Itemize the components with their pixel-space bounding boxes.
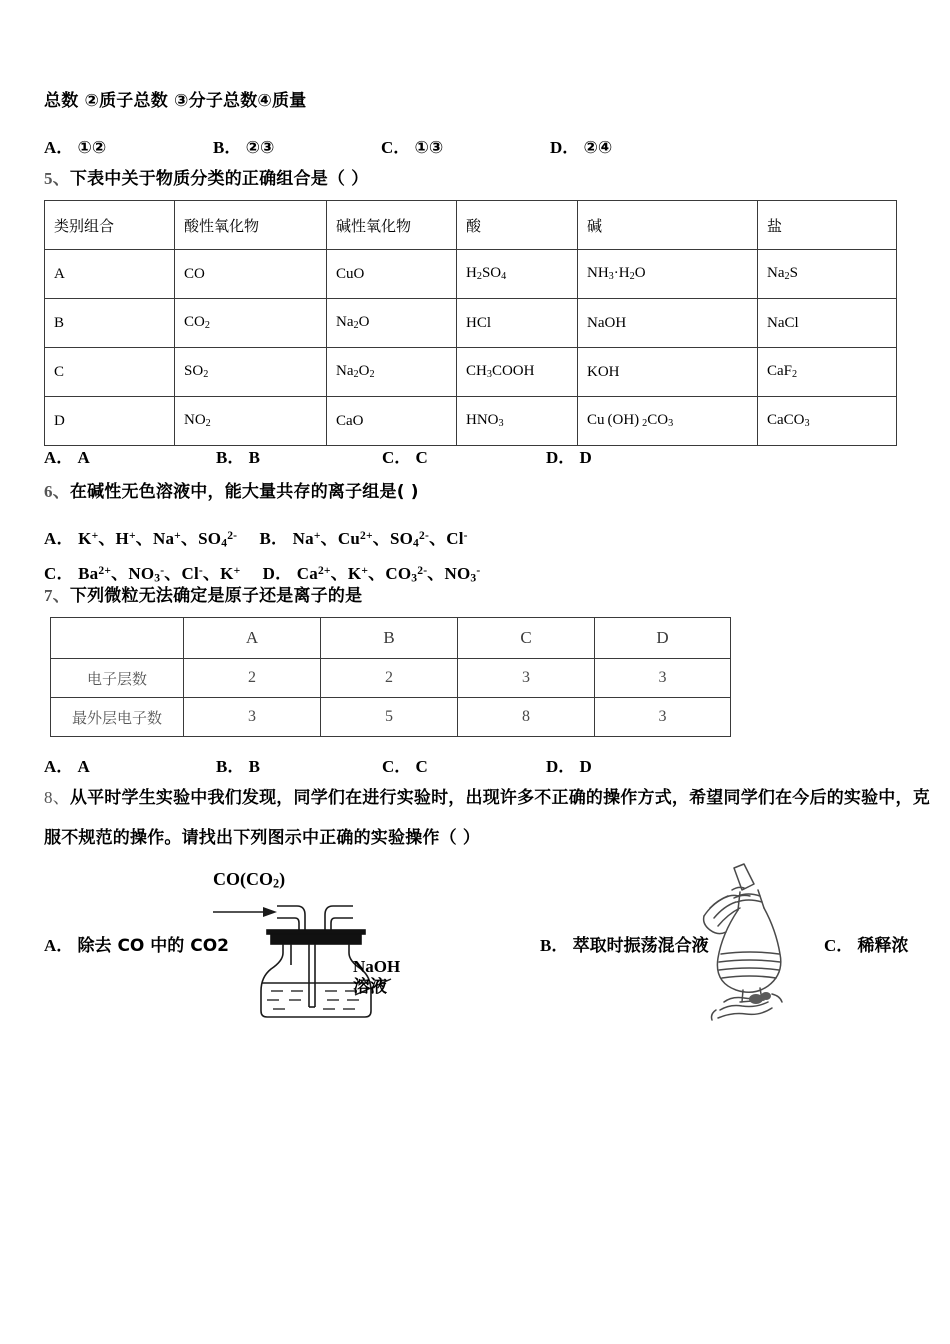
q7-stem	[44, 585, 362, 607]
q4-option-a-key: A．	[44, 138, 74, 157]
cell-basic-oxide-a: CuO	[327, 250, 457, 299]
q4-option-b[interactable]	[213, 133, 274, 158]
th-base: 碱	[578, 201, 758, 250]
q8-option-a-key: A．	[44, 936, 74, 955]
q5-option-d[interactable]	[546, 443, 592, 468]
q7-option-c-text: C	[415, 757, 428, 776]
cell-salt-d: CaCO$_3$	[758, 397, 897, 446]
q5-option-c-key: C．	[382, 448, 412, 467]
q7-option-c[interactable]	[382, 752, 428, 777]
cell-outer-d: 3	[595, 698, 731, 737]
q4-option-b-key: B．	[213, 138, 242, 157]
q8-option-b-key: B．	[540, 936, 569, 955]
q4-option-b-text: ②③	[245, 138, 275, 158]
table-row	[45, 299, 897, 348]
q8-stem-line-2: 服不规范的操作。请找出下列图示中正确的实验操作（ ）	[44, 828, 481, 848]
q7-option-c-key: C．	[382, 757, 412, 776]
q8-option-b[interactable]	[540, 931, 709, 956]
q8-option-b-text: 萃取时振荡混合液	[572, 936, 709, 956]
cell-base-d: Cu (OH) $_2CO_3$	[578, 397, 758, 446]
q5-option-b-key: B．	[216, 448, 245, 467]
q7-option-b-key: B．	[216, 757, 245, 776]
q5-option-d-text: D	[579, 448, 592, 467]
cell-salt-a: $Na_2S$	[758, 250, 897, 299]
q4-option-a[interactable]	[44, 133, 106, 158]
cell-key-b: B	[45, 299, 175, 348]
q7-option-a-key: A．	[44, 757, 74, 776]
q7-option-a[interactable]	[44, 752, 90, 777]
gas-washing-bottle-icon	[205, 875, 430, 1020]
q5-option-d-key: D．	[546, 448, 576, 467]
q8-option-a[interactable]	[44, 931, 229, 956]
q7-number: 7、	[44, 586, 70, 605]
cell-key-a: A	[45, 250, 175, 299]
q8-option-a-text: 除去 CO 中的 CO2	[77, 936, 229, 956]
cell-acidic-oxide-a: CO	[175, 250, 327, 299]
q7-option-a-text: A	[77, 757, 90, 776]
cell-outer-c: 8	[458, 698, 595, 737]
cell-shell-a: 2	[184, 659, 321, 698]
q8-option-c[interactable]	[824, 931, 909, 956]
cell-basic-oxide-c: $Na_2O_2$	[327, 348, 457, 397]
cell-acid-d: $HNO_3$	[457, 397, 578, 446]
cell-shell-c: 3	[458, 659, 595, 698]
table-row-header	[51, 618, 731, 659]
row-label-shell-count: 电子层数	[51, 659, 184, 698]
table-row	[51, 659, 731, 698]
cell-salt-b: NaCl	[758, 299, 897, 348]
cell-acid-c: $CH_3COOH$	[457, 348, 578, 397]
row-label-outer-electrons: 最外层电子数	[51, 698, 184, 737]
q5-option-a[interactable]	[44, 443, 90, 468]
figure-a-inlet-label: $CO(CO_2)$	[213, 869, 286, 891]
th-col-d: D	[595, 618, 731, 659]
table-row	[45, 250, 897, 299]
q5-option-c[interactable]	[382, 443, 428, 468]
q6-stem	[44, 481, 419, 503]
q8-stem-line-1-text: 从平时学生实验中我们发现，同学们在进行实验时，出现许多不正确的操作方式，希望同学们在今后的实验中，克	[69, 788, 930, 808]
q7-option-d-key: D．	[546, 757, 576, 776]
q6-option-b-key: B．	[259, 529, 289, 549]
q7-particles-table	[50, 617, 731, 737]
cell-outer-a: 3	[184, 698, 321, 737]
q6-number: 6、	[44, 482, 70, 501]
cell-key-d: D	[45, 397, 175, 446]
q4-option-c-key: C．	[381, 138, 411, 157]
cell-acidic-oxide-c: $SO_2$	[175, 348, 327, 397]
q4-option-d[interactable]	[550, 133, 612, 158]
q5-number: 5、	[44, 169, 70, 188]
th-acid: 酸	[457, 201, 578, 250]
q7-option-b-text: B	[248, 757, 260, 776]
cell-base-c: KOH	[578, 348, 758, 397]
figure-gas-washing-bottle	[205, 869, 430, 1020]
q8-option-c-key: C．	[824, 936, 854, 955]
figure-a-reagent-formula: NaOH	[353, 957, 401, 976]
cell-salt-c: CaF$_2$	[758, 348, 897, 397]
th-col-c: C	[458, 618, 595, 659]
table-row-header	[45, 201, 897, 250]
q6-stem-text: 在碱性无色溶液中，能大量共存的离子组是( )	[69, 482, 419, 502]
q6-option-c[interactable]: C． $Ba^{2+}$、$NO_3^-$、Cl-、K+	[44, 564, 241, 585]
table-row	[45, 348, 897, 397]
cell-acid-b: HCl	[457, 299, 578, 348]
cell-acidic-oxide-d: $NO_2$	[175, 397, 327, 446]
th-category: 类别组合	[45, 201, 175, 250]
cell-shell-b: 2	[321, 659, 458, 698]
q6-option-d[interactable]: D． $Ca^{2+}$、K+、$CO_3^{2-}$、$NO_3^-$	[262, 564, 481, 585]
q6-option-d-key: D．	[262, 564, 293, 584]
cell-key-c: C	[45, 348, 175, 397]
q4-option-d-key: D．	[550, 138, 580, 157]
q5-stem-text: 下表中关于物质分类的正确组合是（ ）	[69, 169, 369, 189]
figure-a-reagent-solution-word: 溶液	[353, 977, 387, 997]
q6-option-a-key: A．	[44, 529, 74, 549]
q5-option-b-text: B	[248, 448, 260, 467]
cell-basic-oxide-d: CaO	[327, 397, 457, 446]
q7-option-b[interactable]	[216, 752, 260, 777]
q8-stem-line-1	[44, 787, 930, 809]
q7-option-d-text: D	[579, 757, 592, 776]
cell-basic-oxide-b: $Na_2O$	[327, 299, 457, 348]
q5-option-b[interactable]	[216, 443, 260, 468]
q6-option-a[interactable]: A． K+、H+、Na+、$SO_4^{2-}$	[44, 529, 238, 550]
q4-option-c[interactable]	[381, 133, 443, 158]
q4-stem-tail: 总数 ②质子总数 ③分子总数④质量	[44, 91, 307, 111]
figure-separatory-funnel	[688, 862, 828, 1027]
cell-base-a: $NH_3\cdot H_2O$	[578, 250, 758, 299]
q4-option-d-text: ②④	[583, 138, 613, 158]
q4-option-a-text: ①②	[77, 138, 107, 158]
q5-classification-table	[44, 200, 897, 446]
th-corner	[51, 618, 184, 659]
cell-shell-d: 3	[595, 659, 731, 698]
q8-option-c-text: 稀释浓	[857, 936, 909, 956]
figure-a-reagent-label	[353, 957, 400, 997]
cell-acidic-oxide-b: $CO_2$	[175, 299, 327, 348]
table-row	[51, 698, 731, 737]
th-col-b: B	[321, 618, 458, 659]
q7-option-d[interactable]	[546, 752, 592, 777]
cell-acid-a: $H_2SO_4$	[457, 250, 578, 299]
th-col-a: A	[184, 618, 321, 659]
q5-option-a-key: A．	[44, 448, 74, 467]
q4-option-c-text: ①③	[414, 138, 444, 158]
q8-number: 8、	[44, 788, 70, 807]
cell-base-b: NaOH	[578, 299, 758, 348]
q5-option-a-text: A	[77, 448, 90, 467]
th-salt: 盐	[758, 201, 897, 250]
q5-option-c-text: C	[415, 448, 428, 467]
table-row	[45, 397, 897, 446]
q6-options-line-1	[44, 525, 468, 555]
q6-option-c-key: C．	[44, 564, 74, 584]
q5-stem	[44, 168, 368, 190]
cell-outer-b: 5	[321, 698, 458, 737]
q6-option-b[interactable]: B． Na+、$Cu^{2+}$、$SO_4^{2-}$、Cl-	[259, 529, 468, 550]
q7-stem-text: 下列微粒无法确定是原子还是离子的是	[69, 586, 363, 606]
th-acidic-oxide: 酸性氧化物	[175, 201, 327, 250]
separatory-funnel-icon	[688, 862, 828, 1027]
th-basic-oxide: 碱性氧化物	[327, 201, 457, 250]
